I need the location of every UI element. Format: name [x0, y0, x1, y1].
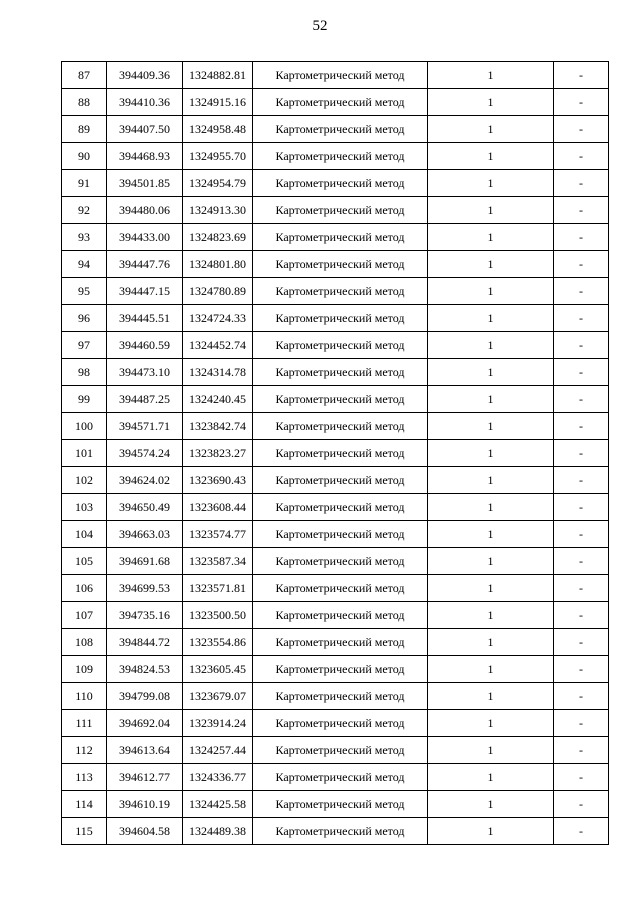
x-coordinate-cell: 394844.72 — [107, 629, 183, 656]
y-coordinate-cell: 1323605.45 — [183, 656, 253, 683]
method-cell: Картометрический метод — [253, 305, 428, 332]
description-cell: - — [554, 143, 609, 170]
y-coordinate-cell: 1324882.81 — [183, 62, 253, 89]
x-coordinate-cell: 394445.51 — [107, 305, 183, 332]
accuracy-cell: 1 — [428, 521, 554, 548]
method-cell: Картометрический метод — [253, 575, 428, 602]
description-cell: - — [554, 683, 609, 710]
table-row — [62, 224, 609, 251]
description-cell: - — [554, 359, 609, 386]
accuracy-cell: 1 — [428, 170, 554, 197]
accuracy-cell: 1 — [428, 305, 554, 332]
description-cell: - — [554, 116, 609, 143]
y-coordinate-cell: 1324336.77 — [183, 764, 253, 791]
method-cell: Картометрический метод — [253, 494, 428, 521]
x-coordinate-cell: 394691.68 — [107, 548, 183, 575]
description-cell: - — [554, 386, 609, 413]
accuracy-cell: 1 — [428, 62, 554, 89]
table-row — [62, 575, 609, 602]
description-cell: - — [554, 467, 609, 494]
point-number-cell: 103 — [62, 494, 107, 521]
x-coordinate-cell: 394409.36 — [107, 62, 183, 89]
table-row — [62, 143, 609, 170]
description-cell: - — [554, 818, 609, 845]
accuracy-cell: 1 — [428, 224, 554, 251]
table-row — [62, 278, 609, 305]
x-coordinate-cell: 394574.24 — [107, 440, 183, 467]
description-cell: - — [554, 629, 609, 656]
method-cell: Картометрический метод — [253, 170, 428, 197]
description-cell: - — [554, 251, 609, 278]
x-coordinate-cell: 394407.50 — [107, 116, 183, 143]
table-row — [62, 359, 609, 386]
point-number-cell: 95 — [62, 278, 107, 305]
point-number-cell: 101 — [62, 440, 107, 467]
point-number-cell: 98 — [62, 359, 107, 386]
method-cell: Картометрический метод — [253, 116, 428, 143]
y-coordinate-cell: 1324954.79 — [183, 170, 253, 197]
method-cell: Картометрический метод — [253, 359, 428, 386]
description-cell: - — [554, 332, 609, 359]
method-cell: Картометрический метод — [253, 278, 428, 305]
y-coordinate-cell: 1324257.44 — [183, 737, 253, 764]
y-coordinate-cell: 1324915.16 — [183, 89, 253, 116]
x-coordinate-cell: 394799.08 — [107, 683, 183, 710]
accuracy-cell: 1 — [428, 89, 554, 116]
description-cell: - — [554, 521, 609, 548]
table-row — [62, 764, 609, 791]
coordinates-table — [61, 61, 609, 845]
method-cell: Картометрический метод — [253, 332, 428, 359]
accuracy-cell: 1 — [428, 710, 554, 737]
y-coordinate-cell: 1323500.50 — [183, 602, 253, 629]
accuracy-cell: 1 — [428, 116, 554, 143]
x-coordinate-cell: 394468.93 — [107, 143, 183, 170]
accuracy-cell: 1 — [428, 764, 554, 791]
point-number-cell: 92 — [62, 197, 107, 224]
method-cell: Картометрический метод — [253, 737, 428, 764]
table-row — [62, 116, 609, 143]
y-coordinate-cell: 1324801.80 — [183, 251, 253, 278]
x-coordinate-cell: 394650.49 — [107, 494, 183, 521]
point-number-cell: 105 — [62, 548, 107, 575]
method-cell: Картометрический метод — [253, 656, 428, 683]
x-coordinate-cell: 394487.25 — [107, 386, 183, 413]
description-cell: - — [554, 494, 609, 521]
accuracy-cell: 1 — [428, 197, 554, 224]
table-row — [62, 791, 609, 818]
description-cell: - — [554, 440, 609, 467]
table-row — [62, 656, 609, 683]
table-row — [62, 737, 609, 764]
table-row — [62, 305, 609, 332]
point-number-cell: 108 — [62, 629, 107, 656]
x-coordinate-cell: 394824.53 — [107, 656, 183, 683]
point-number-cell: 88 — [62, 89, 107, 116]
table-row — [62, 548, 609, 575]
x-coordinate-cell: 394480.06 — [107, 197, 183, 224]
point-number-cell: 109 — [62, 656, 107, 683]
y-coordinate-cell: 1324452.74 — [183, 332, 253, 359]
y-coordinate-cell: 1324913.30 — [183, 197, 253, 224]
point-number-cell: 112 — [62, 737, 107, 764]
accuracy-cell: 1 — [428, 791, 554, 818]
description-cell: - — [554, 575, 609, 602]
x-coordinate-cell: 394663.03 — [107, 521, 183, 548]
accuracy-cell: 1 — [428, 413, 554, 440]
method-cell: Картометрический метод — [253, 548, 428, 575]
accuracy-cell: 1 — [428, 575, 554, 602]
x-coordinate-cell: 394447.15 — [107, 278, 183, 305]
point-number-cell: 111 — [62, 710, 107, 737]
table-row — [62, 332, 609, 359]
table-row — [62, 494, 609, 521]
y-coordinate-cell: 1323571.81 — [183, 575, 253, 602]
point-number-cell: 104 — [62, 521, 107, 548]
y-coordinate-cell: 1323679.07 — [183, 683, 253, 710]
method-cell: Картометрический метод — [253, 710, 428, 737]
y-coordinate-cell: 1324425.58 — [183, 791, 253, 818]
description-cell: - — [554, 62, 609, 89]
accuracy-cell: 1 — [428, 494, 554, 521]
y-coordinate-cell: 1323574.77 — [183, 521, 253, 548]
description-cell: - — [554, 413, 609, 440]
description-cell: - — [554, 737, 609, 764]
description-cell: - — [554, 170, 609, 197]
method-cell: Картометрический метод — [253, 143, 428, 170]
point-number-cell: 113 — [62, 764, 107, 791]
y-coordinate-cell: 1324780.89 — [183, 278, 253, 305]
accuracy-cell: 1 — [428, 440, 554, 467]
method-cell: Картометрический метод — [253, 197, 428, 224]
point-number-cell: 97 — [62, 332, 107, 359]
method-cell: Картометрический метод — [253, 629, 428, 656]
y-coordinate-cell: 1324724.33 — [183, 305, 253, 332]
table-row — [62, 710, 609, 737]
x-coordinate-cell: 394410.36 — [107, 89, 183, 116]
table-row — [62, 251, 609, 278]
y-coordinate-cell: 1324823.69 — [183, 224, 253, 251]
y-coordinate-cell: 1323842.74 — [183, 413, 253, 440]
x-coordinate-cell: 394473.10 — [107, 359, 183, 386]
point-number-cell: 93 — [62, 224, 107, 251]
x-coordinate-cell: 394433.00 — [107, 224, 183, 251]
table-row — [62, 818, 609, 845]
table-row — [62, 89, 609, 116]
x-coordinate-cell: 394613.64 — [107, 737, 183, 764]
table-row — [62, 467, 609, 494]
point-number-cell: 102 — [62, 467, 107, 494]
method-cell: Картометрический метод — [253, 224, 428, 251]
y-coordinate-cell: 1324955.70 — [183, 143, 253, 170]
accuracy-cell: 1 — [428, 467, 554, 494]
table-row — [62, 602, 609, 629]
method-cell: Картометрический метод — [253, 683, 428, 710]
table-body — [62, 62, 609, 845]
method-cell: Картометрический метод — [253, 386, 428, 413]
description-cell: - — [554, 602, 609, 629]
accuracy-cell: 1 — [428, 386, 554, 413]
accuracy-cell: 1 — [428, 359, 554, 386]
method-cell: Картометрический метод — [253, 764, 428, 791]
accuracy-cell: 1 — [428, 737, 554, 764]
point-number-cell: 96 — [62, 305, 107, 332]
x-coordinate-cell: 394610.19 — [107, 791, 183, 818]
accuracy-cell: 1 — [428, 143, 554, 170]
accuracy-cell: 1 — [428, 332, 554, 359]
x-coordinate-cell: 394612.77 — [107, 764, 183, 791]
table-row — [62, 521, 609, 548]
table-row — [62, 170, 609, 197]
point-number-cell: 94 — [62, 251, 107, 278]
table-row — [62, 440, 609, 467]
table-row — [62, 629, 609, 656]
description-cell: - — [554, 305, 609, 332]
table-row — [62, 683, 609, 710]
y-coordinate-cell: 1324489.38 — [183, 818, 253, 845]
accuracy-cell: 1 — [428, 683, 554, 710]
description-cell: - — [554, 548, 609, 575]
point-number-cell: 115 — [62, 818, 107, 845]
method-cell: Картометрический метод — [253, 89, 428, 116]
method-cell: Картометрический метод — [253, 440, 428, 467]
point-number-cell: 110 — [62, 683, 107, 710]
x-coordinate-cell: 394460.59 — [107, 332, 183, 359]
method-cell: Картометрический метод — [253, 521, 428, 548]
description-cell: - — [554, 197, 609, 224]
method-cell: Картометрический метод — [253, 602, 428, 629]
point-number-cell: 114 — [62, 791, 107, 818]
point-number-cell: 89 — [62, 116, 107, 143]
y-coordinate-cell: 1323823.27 — [183, 440, 253, 467]
y-coordinate-cell: 1323587.34 — [183, 548, 253, 575]
method-cell: Картометрический метод — [253, 413, 428, 440]
x-coordinate-cell: 394604.58 — [107, 818, 183, 845]
point-number-cell: 100 — [62, 413, 107, 440]
description-cell: - — [554, 89, 609, 116]
method-cell: Картометрический метод — [253, 467, 428, 494]
y-coordinate-cell: 1324240.45 — [183, 386, 253, 413]
x-coordinate-cell: 394501.85 — [107, 170, 183, 197]
point-number-cell: 91 — [62, 170, 107, 197]
method-cell: Картометрический метод — [253, 62, 428, 89]
x-coordinate-cell: 394624.02 — [107, 467, 183, 494]
accuracy-cell: 1 — [428, 278, 554, 305]
accuracy-cell: 1 — [428, 548, 554, 575]
accuracy-cell: 1 — [428, 251, 554, 278]
y-coordinate-cell: 1323914.24 — [183, 710, 253, 737]
table-row — [62, 413, 609, 440]
y-coordinate-cell: 1323608.44 — [183, 494, 253, 521]
y-coordinate-cell: 1323554.86 — [183, 629, 253, 656]
x-coordinate-cell: 394699.53 — [107, 575, 183, 602]
accuracy-cell: 1 — [428, 602, 554, 629]
x-coordinate-cell: 394447.76 — [107, 251, 183, 278]
table-row — [62, 197, 609, 224]
point-number-cell: 107 — [62, 602, 107, 629]
page-number: 52 — [312, 18, 328, 34]
description-cell: - — [554, 710, 609, 737]
description-cell: - — [554, 791, 609, 818]
point-number-cell: 87 — [62, 62, 107, 89]
description-cell: - — [554, 764, 609, 791]
x-coordinate-cell: 394735.16 — [107, 602, 183, 629]
description-cell: - — [554, 224, 609, 251]
table-row — [62, 386, 609, 413]
x-coordinate-cell: 394692.04 — [107, 710, 183, 737]
method-cell: Картометрический метод — [253, 818, 428, 845]
accuracy-cell: 1 — [428, 656, 554, 683]
point-number-cell: 90 — [62, 143, 107, 170]
point-number-cell: 99 — [62, 386, 107, 413]
y-coordinate-cell: 1324314.78 — [183, 359, 253, 386]
y-coordinate-cell: 1324958.48 — [183, 116, 253, 143]
description-cell: - — [554, 278, 609, 305]
accuracy-cell: 1 — [428, 818, 554, 845]
method-cell: Картометрический метод — [253, 791, 428, 818]
point-number-cell: 106 — [62, 575, 107, 602]
method-cell: Картометрический метод — [253, 251, 428, 278]
y-coordinate-cell: 1323690.43 — [183, 467, 253, 494]
description-cell: - — [554, 656, 609, 683]
table-row — [62, 62, 609, 89]
x-coordinate-cell: 394571.71 — [107, 413, 183, 440]
accuracy-cell: 1 — [428, 629, 554, 656]
